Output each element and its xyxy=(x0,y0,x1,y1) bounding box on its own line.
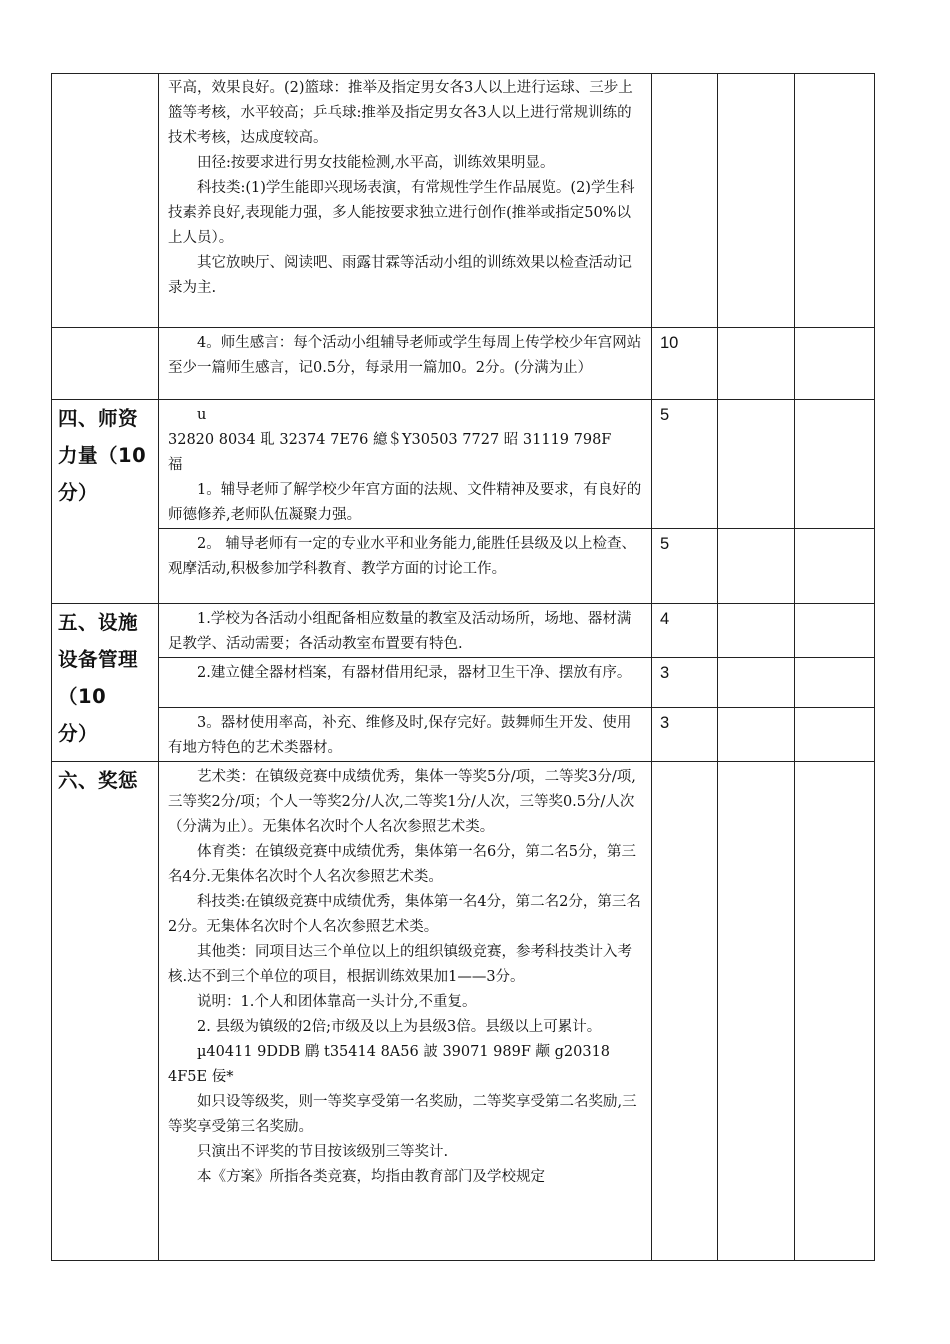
score-cell xyxy=(652,762,718,1261)
blank-cell xyxy=(795,604,875,658)
garbled-text: u xyxy=(197,407,207,423)
table-row xyxy=(52,604,875,658)
criteria-text: 1。辅导老师了解学校少年宫方面的法规、文件精神及要求，有良好的师德修养,老师队伍凝聚力强。 xyxy=(168,482,642,523)
table-row xyxy=(52,74,875,328)
criteria-text: 其他类：同项目达三个单位以上的组织镇级竞赛，参考科技类计入考核.达不到三个单位的项目，根据训练效果加1——3分。 xyxy=(168,944,632,985)
blank-cell xyxy=(795,708,875,762)
score-cell xyxy=(652,529,718,604)
criteria-text: 科技类:(1)学生能即兴现场表演，有常规性学生作品展览。(2)学生科技素养良好,表现能力强，多人能按要求独立进行创作(推举或指定50%以上人员）。 xyxy=(168,180,635,246)
section-cell xyxy=(52,328,159,400)
blank-cell xyxy=(795,658,875,708)
score-cell xyxy=(652,708,718,762)
section-heading: 五、设施 设备管理 （10 分） xyxy=(58,611,139,745)
score-cell xyxy=(652,400,718,529)
garbled-text: 福 xyxy=(168,457,183,473)
blank-cell xyxy=(718,400,795,529)
blank-cell xyxy=(718,708,795,762)
blank-cell xyxy=(795,328,875,400)
section-heading: 四、师资 力量（10 分） xyxy=(58,407,147,504)
criteria-text: 说明：1.个人和团体靠高一头计分,不重复。 xyxy=(197,994,477,1010)
criteria-text: 艺术类：在镇级竞赛中成绩优秀，集体一等奖5分/项，二等奖3分/项,三等奖2分/项；个人一等奖2分/人次,二等奖1分/人次，三等奖0.5分/人次（分满为止）。无集体名次时个人名次参照艺术类。 xyxy=(168,769,636,835)
blank-cell xyxy=(718,328,795,400)
blank-cell xyxy=(795,529,875,604)
criteria-cell xyxy=(159,529,652,604)
blank-cell xyxy=(718,604,795,658)
criteria-text: 平高，效果良好。(2)篮球：推举及指定男女各3人以上进行运球、三步上篮等考核，水平较高；乒乓球:推举及指定男女各3人以上进行常规训练的技术考核，达成度较高。 xyxy=(168,80,633,146)
table-row xyxy=(52,328,875,400)
blank-cell xyxy=(718,658,795,708)
score-value: 3 xyxy=(660,664,670,682)
section-cell xyxy=(52,604,159,762)
score-value: 3 xyxy=(660,714,670,732)
score-value: 5 xyxy=(660,406,670,424)
blank-cell xyxy=(795,400,875,529)
section-cell xyxy=(52,74,159,328)
score-cell xyxy=(652,74,718,328)
criteria-cell xyxy=(159,328,652,400)
criteria-text: 2。 辅导老师有一定的专业水平和业务能力,能胜任县级及以上检查、观摩活动,积极参加学科教育、教学方面的讨论工作。 xyxy=(168,536,636,577)
score-value: 5 xyxy=(660,535,670,553)
criteria-text: 如只设等级奖，则一等奖享受第一名奖励，二等奖享受第二名奖励,三等奖享受第三名奖励。 xyxy=(168,1094,637,1135)
criteria-cell xyxy=(159,762,652,1261)
criteria-cell xyxy=(159,74,652,328)
criteria-cell xyxy=(159,400,652,529)
table-row xyxy=(52,529,875,604)
table-row xyxy=(52,658,875,708)
table-row xyxy=(52,708,875,762)
score-cell xyxy=(652,658,718,708)
score-value: 4 xyxy=(660,610,670,628)
section-cell xyxy=(52,400,159,604)
score-cell xyxy=(652,328,718,400)
criteria-text: 田径:按要求进行男女技能检测,水平高，训练效果明显。 xyxy=(197,155,555,171)
table-row xyxy=(52,762,875,1261)
criteria-text: 其它放映厅、阅读吧、雨露甘霖等活动小组的训练效果以检查活动记录为主. xyxy=(168,255,632,296)
garbled-text: 32820 8034 耴 32374 7E76 繶＄Y30503 7727 昭 31119 798F xyxy=(168,432,612,448)
criteria-text: 4。师生感言：每个活动小组辅导老师或学生每周上传学校少年宫网站至少一篇师生感言，记0.5分，每录用一篇加0。2分。(分满为止） xyxy=(168,335,642,376)
table-row xyxy=(52,400,875,529)
garbled-text: µ40411 9DDB 鹛 t35414 8A56 詖 39071 989F 颟 g20318 4F5E 佞* xyxy=(168,1044,611,1085)
blank-cell xyxy=(795,74,875,328)
section-cell xyxy=(52,762,159,1261)
blank-cell xyxy=(795,762,875,1261)
blank-cell xyxy=(718,74,795,328)
section-heading: 六、奖惩 xyxy=(58,769,139,792)
blank-cell xyxy=(718,529,795,604)
criteria-text: 体育类：在镇级竞赛中成绩优秀，集体第一名6分，第二名5分，第三名4分.无集体名次时个人名次参照艺术类。 xyxy=(168,844,636,885)
criteria-cell xyxy=(159,604,652,658)
criteria-text: 2. 县级为镇级的2倍;市级及以上为县级3倍。县级以上可累计。 xyxy=(197,1019,602,1035)
criteria-text: 只演出不评奖的节目按该级别三等奖计. xyxy=(197,1144,449,1160)
criteria-text: 本《方案》所指各类竞赛，均指由教育部门及学校规定 xyxy=(197,1169,545,1185)
score-cell xyxy=(652,604,718,658)
criteria-cell xyxy=(159,658,652,708)
score-value: 10 xyxy=(660,334,679,352)
blank-cell xyxy=(718,762,795,1261)
evaluation-table xyxy=(51,73,875,1261)
criteria-text: 3。器材使用率高，补充、维修及时,保存完好。鼓舞师生开发、使用有地方特色的艺术类器材。 xyxy=(168,715,632,756)
criteria-text: 2.建立健全器材档案，有器材借用纪录，器材卫生干净、摆放有序。 xyxy=(197,665,632,681)
criteria-text: 1.学校为各活动小组配备相应数量的教室及活动场所，场地、器材满足教学、活动需要；各活动教室布置要有特色. xyxy=(168,611,632,652)
criteria-text: 科技类:在镇级竞赛中成绩优秀，集体第一名4分，第二名2分，第三名2分。无集体名次时个人名次参照艺术类。 xyxy=(168,894,641,935)
criteria-cell xyxy=(159,708,652,762)
